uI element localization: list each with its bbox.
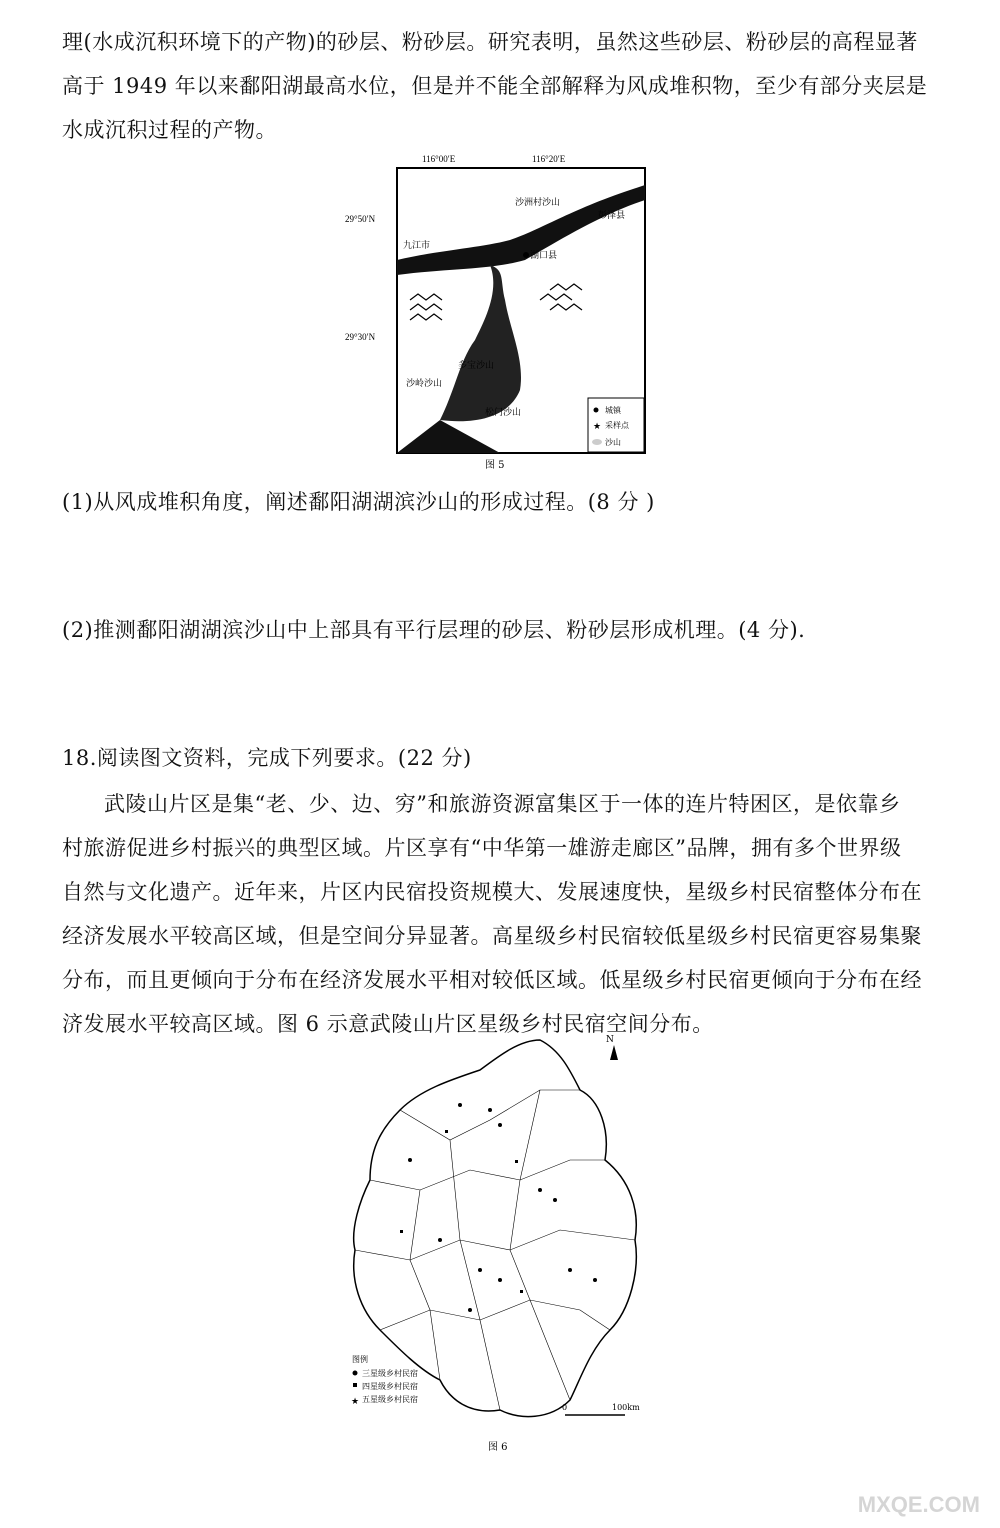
place-poyang: 鄱阳湖 <box>490 439 518 449</box>
lon-label-1: 116°00′E <box>422 154 456 164</box>
fig6-legend-title: 图例 <box>352 1355 368 1364</box>
question-2: (2)推测鄱阳湖湖滨沙山中上部具有平行层理的砂层、粉砂层形成机理。(4 分). <box>62 618 806 642</box>
intro-line-2: 高于 1949 年以来鄱阳湖最高水位，但是并不能全部解释为风成堆积物，至少有部分夹层是 <box>62 74 928 98</box>
q18-para-4: 经济发展水平较高区域，但是空间分异显著。高星级乡村民宿较低星级乡村民宿更容易集聚 <box>62 924 922 948</box>
fig6-legend-4star: 四星级乡村民宿 <box>362 1382 418 1391</box>
q18-para-5: 分布，而且更倾向于分布在经济发展水平相对较低区域。低星级乡村民宿更倾向于分布在经 <box>62 968 922 992</box>
figure5-map <box>340 150 660 470</box>
intro-line-3: 水成沉积过程的产物。 <box>62 118 277 142</box>
place-jiujiang: 九江市 <box>403 241 431 251</box>
place-songmen: 松门沙山 <box>485 408 522 418</box>
svg-text:★: ★ <box>351 1397 360 1407</box>
lat-label-2: 29°30′N <box>345 332 376 342</box>
svg-text:★: ★ <box>593 422 602 432</box>
q18-heading: 18.阅读图文资料，完成下列要求。(22 分) <box>62 746 472 770</box>
lon-label-2: 116°20′E <box>532 154 566 164</box>
fig6-legend-3star: 三星级乡村民宿 <box>362 1369 418 1378</box>
q18-para-1: 武陵山片区是集“老、少、边、穷”和旅游资源富集区于一体的连片特困区，是依靠乡 <box>104 792 901 816</box>
place-shazhou: 沙洲村沙山 <box>515 198 561 208</box>
legend-town: 城镇 <box>605 406 621 415</box>
wuling-region-outline <box>354 1040 637 1417</box>
q18-para-6: 济发展水平较高区域。图 6 示意武陵山片区星级乡村民宿空间分布。 <box>62 1012 714 1036</box>
figure6-map <box>340 1030 660 1460</box>
lat-label-1: 29°50′N <box>345 214 376 224</box>
north-arrow-icon <box>610 1045 618 1060</box>
watermark: MXQE.COM <box>857 1492 980 1517</box>
place-shaling: 沙岭沙山 <box>406 379 443 389</box>
figure5-caption: 图 5 <box>485 460 505 470</box>
q18-para-3: 自然与文化遗产。近年来，片区内民宿投资规模大、发展速度快，星级乡村民宿整体分布在 <box>62 880 922 904</box>
intro-line-1: 理(水成沉积环境下的产物)的砂层、粉砂层。研究表明，虽然这些砂层、粉砂层的高程显著 <box>62 30 918 54</box>
legend-dune: 沙山 <box>605 438 621 447</box>
place-duobao: 多宝沙山 <box>458 361 495 371</box>
figure6-caption: 图 6 <box>488 1442 508 1453</box>
fig6-legend-5star: 五星级乡村民宿 <box>362 1395 418 1404</box>
legend-sample: 采样点 <box>605 421 629 430</box>
q18-para-2: 村旅游促进乡村振兴的典型区域。片区享有“中华第一雄游走廊区”品牌，拥有多个世界级 <box>62 836 902 860</box>
scale-zero: 0 <box>562 1403 568 1412</box>
place-pengze: 彭泽县 <box>598 211 626 221</box>
question-1: (1)从风成堆积角度，阐述鄱阳湖湖滨沙山的形成过程。(8 分 ) <box>62 490 655 514</box>
scale-100: 100km <box>612 1403 640 1412</box>
north-label: N <box>606 1035 614 1045</box>
place-hukou: 湖口县 <box>530 251 558 261</box>
